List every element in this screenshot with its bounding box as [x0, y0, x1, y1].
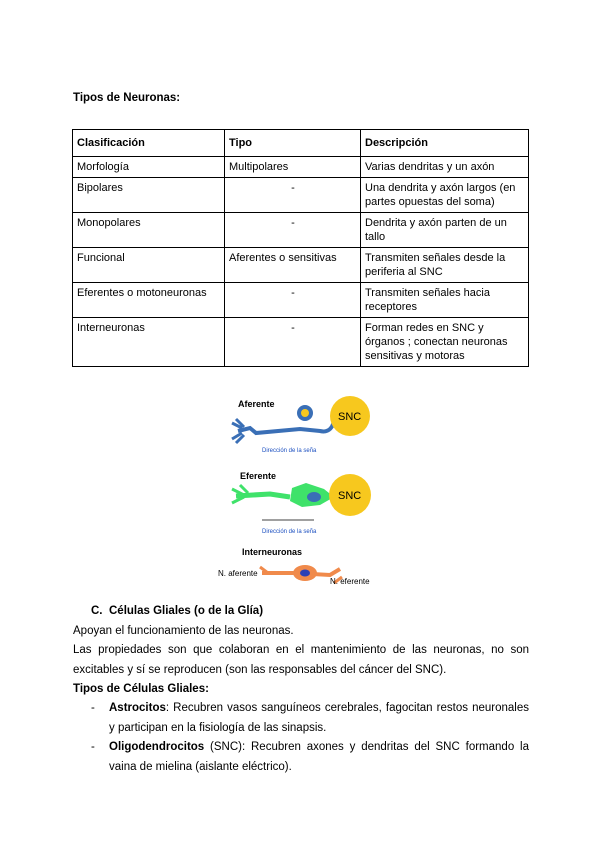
text-oligodendrocitos: (SNC): Recubren axones y dendritas del SNC formando la vaina de mielina (aislante eléctrico).: [109, 741, 529, 773]
neuron-types-table: [72, 129, 529, 367]
cell-type: -: [225, 213, 361, 248]
direction-label-eferente: Dirección de la seña: [262, 529, 317, 535]
section-title: Células Gliales (o de la Glía): [109, 605, 264, 617]
cell-type: Multipolares: [225, 157, 361, 178]
snc-label-aferente: SNC: [338, 411, 362, 423]
table-row: [73, 318, 529, 367]
term-astrocitos: Astrocitos: [109, 702, 166, 714]
snc-label-eferente: SNC: [338, 490, 362, 502]
bullet-dash: -: [91, 741, 95, 753]
table-row: [73, 157, 529, 178]
list-item-astrocitos: [109, 698, 529, 738]
table-row: [73, 178, 529, 213]
header-type: Tipo: [225, 130, 361, 157]
cell-description: Forman redes en SNC y órganos ; conectan neuronas sensitivas y motoras: [361, 318, 529, 367]
list-item-oligodendrocitos: [109, 737, 529, 777]
table-row: [73, 283, 529, 318]
cell-type: -: [225, 318, 361, 367]
list-heading: Tipos de Células Gliales:: [73, 683, 209, 695]
aferente-axon: [238, 415, 334, 433]
table-row: [73, 213, 529, 248]
cell-description: Dendrita y axón parten de un tallo: [361, 213, 529, 248]
cell-type: -: [225, 283, 361, 318]
cell-type: Aferentes o sensitivas: [225, 248, 361, 283]
interneuronas-label: Interneuronas: [242, 547, 303, 557]
cell-classification: Bipolares: [73, 178, 225, 213]
paragraph-2: Las propiedades son que colaboran en el mantenimiento de las neuronas, no son excitables y sí se reproducen (son las responsables del cáncer del SNC).: [73, 644, 529, 676]
aferente-nucleus: [301, 409, 309, 417]
aferente-label: Aferente: [238, 399, 275, 409]
bullet-dash: -: [91, 702, 95, 714]
n-eferente-label: N. eferente: [330, 577, 370, 586]
term-oligodendrocitos: Oligodendrocitos: [109, 741, 205, 753]
cell-classification: Eferentes o motoneuronas: [73, 283, 225, 318]
eferente-label: Eferente: [240, 471, 277, 481]
eferente-nucleus: [307, 492, 321, 502]
table-row: [73, 248, 529, 283]
table-header-row: [73, 130, 529, 157]
cell-classification: Interneuronas: [73, 318, 225, 367]
cell-classification: Funcional: [73, 248, 225, 283]
direction-label-aferente: Dirección de la seña: [262, 448, 317, 454]
cell-classification: Monopolares: [73, 213, 225, 248]
cell-description: Una dendrita y axón largos (en partes opuestas del soma): [361, 178, 529, 213]
section-label: C.: [91, 605, 103, 617]
neuron-diagram: [210, 393, 390, 593]
types-heading: Tipos de Neuronas:: [73, 92, 181, 104]
cell-type: -: [225, 178, 361, 213]
cell-description: Transmiten señales hacia receptores: [361, 283, 529, 318]
cell-description: Varias dendritas y un axón: [361, 157, 529, 178]
text-astrocitos: : Recubren vasos sanguíneos cerebrales, fagocitan restos neuronales y participan en la fisiología de las sinapsis.: [109, 702, 529, 734]
cell-classification: Morfología: [73, 157, 225, 178]
n-aferente-label: N. aferente: [218, 569, 258, 578]
header-description: Descripción: [361, 130, 529, 157]
cell-description: Transmiten señales desde la periferia al SNC: [361, 248, 529, 283]
header-classification: Clasificación: [73, 130, 225, 157]
paragraph-1: Apoyan el funcionamiento de las neuronas.: [73, 625, 294, 637]
inter-nucleus: [300, 570, 310, 577]
